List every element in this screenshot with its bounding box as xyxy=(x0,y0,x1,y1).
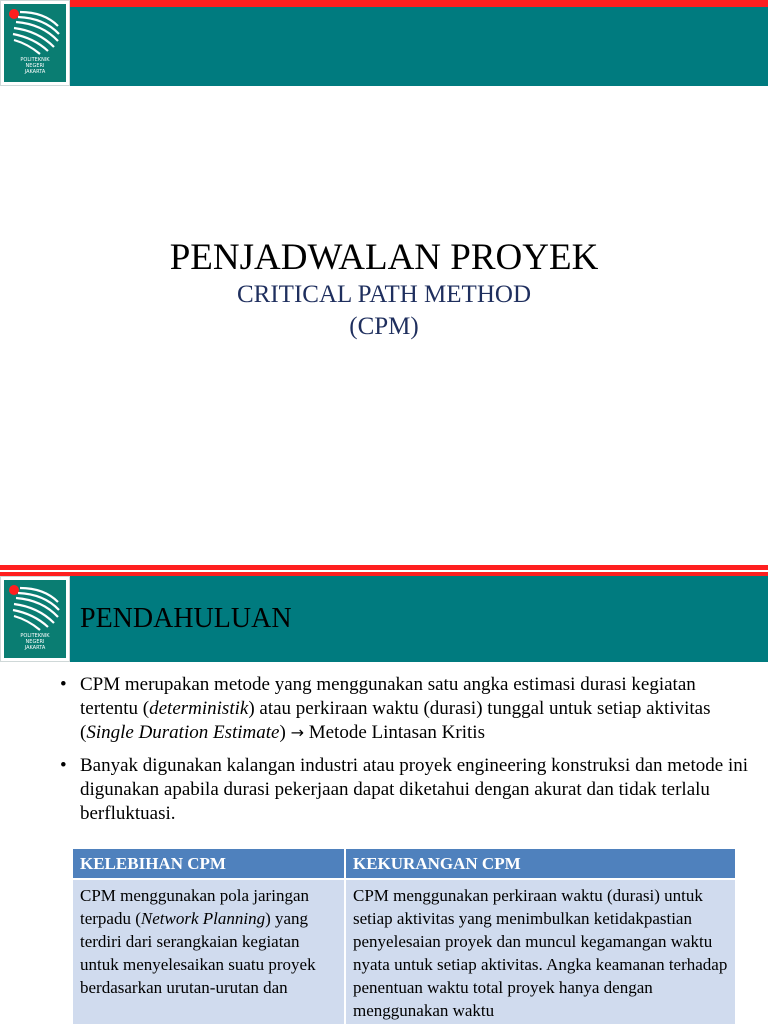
slide-header xyxy=(0,0,768,86)
slide-gap xyxy=(0,552,768,565)
table-cell-advantages xyxy=(73,879,345,1024)
logo-text-3: JAKARTA xyxy=(24,69,46,75)
slide-title: PENDAHULUAN xyxy=(80,603,292,634)
left-cell-text1: CPM menggunakan pola jaringan terpadu ( xyxy=(80,886,309,928)
logo-text-2: NEGERI xyxy=(25,63,45,69)
bullet-dot: • xyxy=(60,755,67,776)
bullet1-text2: ) atau perkiraan waktu (durasi) tunggal untuk setiap aktivitas ( xyxy=(80,698,711,743)
pnj-logo xyxy=(0,0,70,86)
slide-subtitle-line2: (CPM) xyxy=(349,313,419,340)
bullet-item xyxy=(58,673,758,745)
bullet1-italic2: Single Duration Estimate xyxy=(86,722,280,743)
left-cell-italic: Network Planning xyxy=(140,909,266,928)
header-red-stripe xyxy=(0,0,768,7)
bullet2-text: Banyak digunakan kalangan industri atau proyek engineering konstruksi dan metode ini digunakan apabila durasi pekerjaan dapat diketahui dengan akurat dan tidak terlalu berfluktuasi. xyxy=(80,755,748,824)
table-header-disadvantages: KEKURANGAN CPM xyxy=(345,849,735,879)
slide-title: PENJADWALAN PROYEK xyxy=(169,237,599,278)
pnj-logo-icon xyxy=(4,580,66,658)
left-cell-text2: ) yang terdiri dari serangkaian kegiatan untuk menyelesaikan suatu proyek berdasarkan urutan-urutan dan xyxy=(80,909,316,997)
logo-text-1: POLITEKNIK xyxy=(20,57,50,63)
header-red-stripe xyxy=(0,565,768,570)
table-header-advantages: KELEBIHAN CPM xyxy=(73,849,345,879)
pnj-logo xyxy=(0,576,70,662)
cpm-comparison-table xyxy=(73,849,735,1024)
bullet-list xyxy=(58,673,758,835)
bullet1-text4: Metode Lintasan Kritis xyxy=(303,722,485,743)
arrow-right-icon: → xyxy=(290,723,304,742)
table-header-row xyxy=(73,849,735,879)
logo-text-1: POLITEKNIK xyxy=(20,633,50,639)
bullet-dot: • xyxy=(60,674,67,695)
pnj-logo-icon xyxy=(4,4,66,82)
table-cell-disadvantages: CPM menggunakan perkiraan waktu (durasi) untuk setiap aktivitas yang menimbulkan ketidakpastian penyelesaian proyek dan muncul kegamangan waktu nyata untuk setiap aktivitas. Angka keamanan terhadap penentuan waktu total proyek hanya dengan menggunakan waktu xyxy=(345,879,735,1024)
logo-text-3: JAKARTA xyxy=(24,645,46,651)
intro-slide xyxy=(0,565,768,1024)
header-teal-band xyxy=(0,7,768,86)
slide-header xyxy=(0,565,768,662)
bullet1-text1: CPM merupakan metode yang menggunakan satu angka estimasi durasi kegiatan tertentu ( xyxy=(80,674,696,719)
bullet1-text3: ) xyxy=(279,722,291,743)
logo-text-2: NEGERI xyxy=(25,639,45,645)
table-row xyxy=(73,879,735,1024)
bullet-item xyxy=(58,754,758,826)
bullet1-italic1: deterministik xyxy=(149,698,249,719)
slide-subtitle-line1: CRITICAL PATH METHOD xyxy=(237,281,531,308)
